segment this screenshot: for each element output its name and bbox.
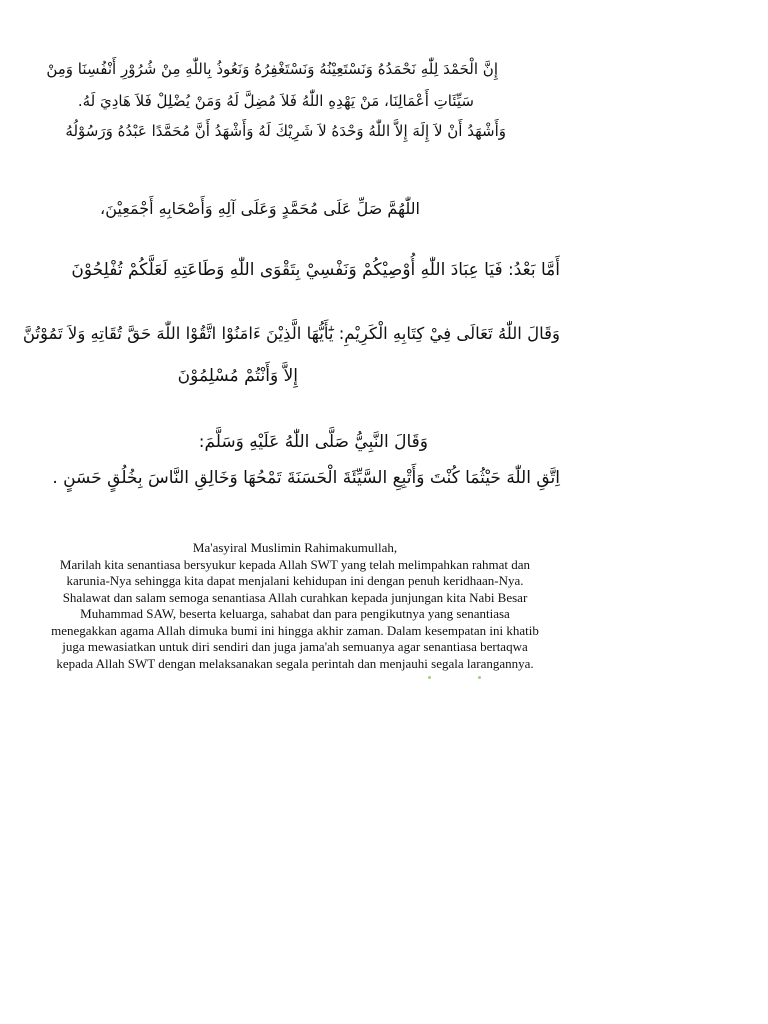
arabic-opening-line-2: سَيِّئَاتِ أَعْمَالِنَا، مَنْ يَهْدِهِ اللّٰهُ فَلاَ مُضِلَّ لَهُ وَمَنْ يُضْلِلْ فَلاَ هَادِيَ لَهُ.: [77, 92, 474, 110]
arabic-amma-badu: أَمَّا بَعْدُ: فَيَا عِبَادَ اللّٰهِ أُوْصِيْكُمْ وَنَفْسِيْ بِتَقْوَى اللّٰهِ وَطَاعَتِهِ لَعَلَّكُمْ تُفْلِحُوْنَ: [71, 260, 560, 280]
indonesian-line-3: Shalawat dan salam semoga senantiasa Allah curahkan kepada junjungan kita Nabi Besar: [62, 590, 528, 605]
arabic-hadith-intro: وَقَالَ النَّبِيُّ صَلَّى اللّٰهُ عَلَيْهِ وَسَلَّمَ:: [198, 432, 428, 452]
arabic-quran-intro: وَقَالَ اللّٰهُ تَعَالَى فِيْ كِتَابِهِ الْكَرِيْمِ: يَٰٓأَيُّهَا الَّذِيْنَ ءَامَنُوْا اتَّقُوْا اللّٰهَ حَقَّ تُقَاتِهِ وَلاَ تَمُوْتُنَّ: [22, 324, 560, 343]
arabic-opening-line-3: وَأَشْهَدُ أَنْ لاَ إِلَهَ إِلاَّ اللّٰهُ وَحْدَهُ لاَ شَرِيْكَ لَهُ وَأَشْهَدُ أَنَّ مُحَمَّدًا عَبْدُهُ وَرَسُوْلُهُ: [65, 122, 506, 140]
indonesian-line-1: Marilah kita senantiasa bersyukur kepada Allah SWT yang telah melimpahkan rahmat dan: [59, 557, 531, 572]
indonesian-line-2: karunia-Nya sehingga kita dapat menjalani kehidupan ini dengan penuh keridhaan-Nya.: [66, 573, 524, 588]
indonesian-line-6: juga mewasiatkan untuk diri sendiri dan juga jama'ah semuanya agar senantiasa bertaqwa: [62, 639, 528, 654]
arabic-opening-line-1: إِنَّ الْحَمْدَ لِلّٰهِ نَحْمَدُهُ وَنَسْتَعِيْنُهُ وَنَسْتَغْفِرُهُ وَنَعُوذُ بِاللّٰهِ مِنْ شُرُوْرِ أَنْفُسِنَا وَمِنْ: [46, 60, 498, 78]
arabic-quran-end: إِلاَّ وَأَنْتُمْ مُسْلِمُوْنَ: [177, 366, 298, 386]
arabic-hadith-text: اِتَّقِ اللّٰهَ حَيْثُمَا كُنْتَ وَأَتْبِعِ السَّيِّئَةَ الْحَسَنَةَ تَمْحُهَا وَخَالِقِ النَّاسَ بِخُلُقٍ حَسَنٍ .: [52, 468, 560, 488]
indonesian-line-4: Muhammad SAW, beserta keluarga, sahabat dan para pengikutnya yang senantiasa: [80, 606, 510, 621]
indonesian-greeting: Ma'asyiral Muslimin Rahimakumullah,: [192, 540, 398, 555]
indonesian-line-5: menegakkan agama Allah dimuka bumi ini hingga akhir zaman. Dalam kesempatan ini khatib: [51, 623, 539, 638]
arabic-salawat: اللّٰهُمَّ صَلِّ عَلَى مُحَمَّدٍ وَعَلَى آلِهِ وَأَصْحَابِهِ أَجْمَعِيْنَ،: [100, 199, 420, 218]
decorative-speck: [478, 676, 481, 679]
indonesian-line-7: kepada Allah SWT dengan melaksanakan segala perintah dan menjauhi segala larangannya.: [56, 656, 534, 671]
decorative-speck: [428, 676, 431, 679]
